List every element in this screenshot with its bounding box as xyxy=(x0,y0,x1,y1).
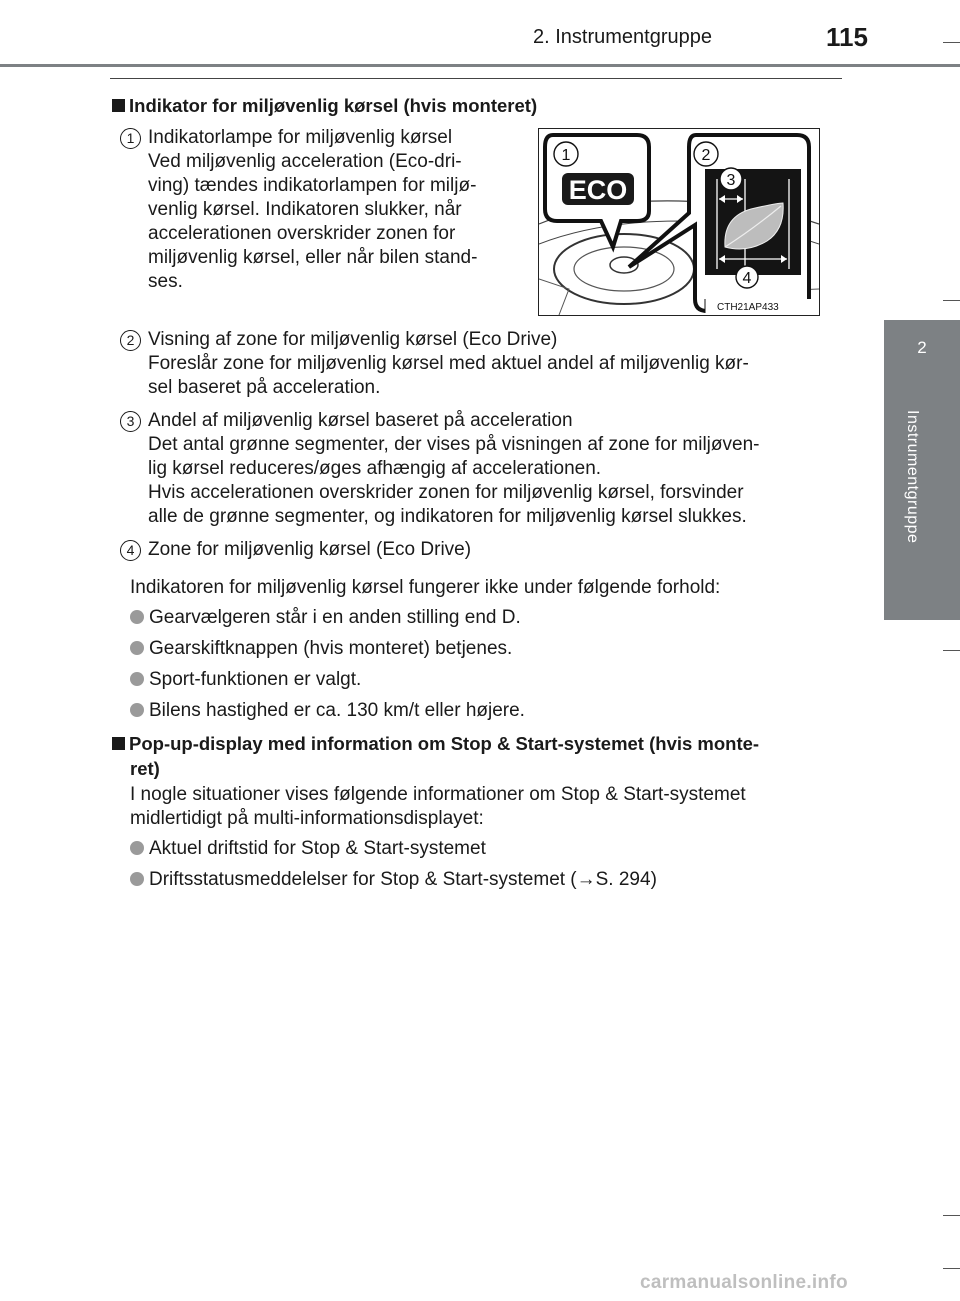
item-1-line: accelerationen overskrider zonen for xyxy=(148,223,456,244)
crop-mark xyxy=(943,650,960,651)
eco-lamp-label: ECO xyxy=(568,175,628,205)
header-rule xyxy=(0,64,960,67)
eco-indicator-figure xyxy=(538,128,820,316)
stop-start-intro xyxy=(130,783,836,831)
item-4-title: Zone for miljøvenlig kørsel (Eco Drive) xyxy=(148,539,472,560)
item-3-line: Det antal grønne segmenter, der vises på visningen af zone for miljøven- xyxy=(148,434,760,455)
eco-figure-illustration xyxy=(539,129,819,315)
section-heading-line: ret) xyxy=(130,758,160,779)
square-bullet-icon xyxy=(112,737,125,750)
item-1-line: venlig kørsel. Indikatoren slukker, når xyxy=(148,199,462,220)
bullet-dot-icon xyxy=(130,872,144,886)
condition-text: Sport-funktionen er valgt. xyxy=(149,669,362,690)
chapter-tab-label: Instrumentgruppe xyxy=(904,410,921,544)
conditions-intro: Indikatoren for miljøvenlig kørsel fungerer ikke under følgende forhold: xyxy=(130,577,721,598)
callout-number: 1 xyxy=(561,147,571,164)
item-number-badge: 4 xyxy=(120,540,141,561)
item-1-line: ses. xyxy=(148,271,183,292)
stop-start-text: Aktuel driftstid for Stop & Start-systemet xyxy=(149,838,486,859)
bullet-dot-icon xyxy=(130,672,144,686)
intro-line: midlertidigt på multi-informationsdisplayet: xyxy=(130,808,484,829)
item-1-line: miljøvenlig kørsel, eller når bilen stand- xyxy=(148,247,478,268)
section-heading-line xyxy=(112,731,842,756)
item-2-title: Visning af zone for miljøvenlig kørsel (Eco Drive) xyxy=(148,329,558,350)
condition-text: Bilens hastighed er ca. 130 km/t eller højere. xyxy=(149,700,525,721)
bullet-dot-icon xyxy=(130,841,144,855)
item-2-block xyxy=(148,328,812,400)
item-2-line: sel baseret på acceleration. xyxy=(148,377,381,398)
item-number-badge: 3 xyxy=(120,411,141,432)
stop-start-item xyxy=(130,868,657,892)
condition-item xyxy=(130,668,361,692)
item-3-title: Andel af miljøvenlig kørsel baseret på acceleration xyxy=(148,410,573,431)
watermark: carmanualsonline.info xyxy=(640,1272,848,1293)
item-1-title: Indikatorlampe for miljøvenlig kørsel xyxy=(148,127,453,148)
item-1-line: Ved miljøvenlig acceleration (Eco-dri- xyxy=(148,151,462,172)
item-3-line: Hvis accelerationen overskrider zonen for miljøvenlig kørsel, forsvinder xyxy=(148,482,744,503)
condition-item xyxy=(130,637,512,661)
section-heading-stop-start xyxy=(112,731,842,781)
section-heading-eco-indicator xyxy=(112,93,537,118)
crop-mark xyxy=(943,300,960,301)
item-3-line: lig kørsel reduceres/øges afhængig af accelerationen. xyxy=(148,458,602,479)
item-number-badge: 2 xyxy=(120,330,141,351)
condition-text: Gearskiftknappen (hvis monteret) betjenes. xyxy=(149,638,513,659)
page-number: 115 xyxy=(826,22,868,52)
crop-mark xyxy=(943,42,960,43)
crop-mark xyxy=(943,1215,960,1216)
chapter-tab-number: 2 xyxy=(917,338,927,357)
stop-start-text: Driftsstatusmeddelelser for Stop & Start-systemet (→S. 294) xyxy=(149,869,657,890)
chapter-tab xyxy=(884,320,960,620)
item-3-block xyxy=(148,409,812,529)
condition-text: Gearvælgeren står i en anden stilling end D. xyxy=(149,607,521,628)
callout-number: 3 xyxy=(726,172,736,189)
section-heading-text: Pop-up-display med information om Stop & Start-systemet (hvis monte- xyxy=(129,733,760,754)
item-1-line: ving) tændes indikatorlampen for miljø- xyxy=(148,175,477,196)
section-rule xyxy=(110,78,842,79)
section-heading-text: Indikator for miljøvenlig kørsel (hvis monteret) xyxy=(129,95,538,116)
item-3-line: alle de grønne segmenter, og indikatoren for miljøvenlig kørsel slukkes. xyxy=(148,506,747,527)
figure-code: CTH21AP433 xyxy=(717,302,779,313)
bullet-dot-icon xyxy=(130,641,144,655)
condition-item xyxy=(130,699,525,723)
item-number-badge: 1 xyxy=(120,128,141,149)
crop-mark xyxy=(943,1268,960,1269)
running-header-section: 2. Instrumentgruppe xyxy=(533,26,712,48)
item-2-line: Foreslår zone for miljøvenlig kørsel med aktuel andel af miljøvenlig kør- xyxy=(148,353,749,374)
condition-item xyxy=(130,606,521,630)
square-bullet-icon xyxy=(112,99,125,112)
callout-number: 4 xyxy=(742,270,752,287)
item-1-block xyxy=(148,126,516,294)
callout-number: 2 xyxy=(701,147,711,164)
bullet-dot-icon xyxy=(130,610,144,624)
intro-line: I nogle situationer vises følgende informationer om Stop & Start-systemet xyxy=(130,784,746,805)
stop-start-item xyxy=(130,837,486,861)
bullet-dot-icon xyxy=(130,703,144,717)
